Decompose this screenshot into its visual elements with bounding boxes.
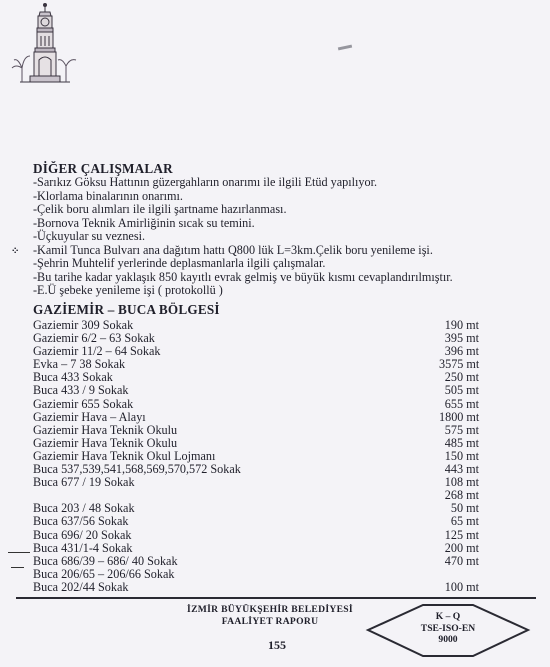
- street-name: Buca 433 / 9 Sokak: [33, 383, 129, 398]
- street-name: Buca 206/65 – 206/66 Sokak: [33, 566, 175, 581]
- pipe-length: 485 mt: [444, 435, 479, 450]
- pipe-length: 505 mt: [444, 383, 479, 398]
- table-row: [33, 542, 513, 555]
- pipe-length: 250 mt: [444, 370, 479, 385]
- street-name: Buca 202/44 Sokak: [33, 579, 129, 594]
- pipe-length: 396 mt: [444, 344, 479, 359]
- street-name: Buca 637/56 Sokak: [33, 514, 129, 529]
- footer-text: [150, 604, 390, 628]
- pipe-length: 190 mt: [444, 318, 479, 332]
- street-name: Gaziemir Hava Teknik Okulu: [33, 422, 178, 437]
- scan-mark: [338, 45, 352, 51]
- work-item: -Bornova Teknik Amirliğinin sıcak su temini.: [33, 215, 255, 230]
- street-name: Gaziemir Hava Teknik Okulu: [33, 435, 178, 450]
- work-item: -Klorlama binalarının onarımı.: [33, 188, 183, 203]
- cert-line-1: K – Q: [435, 611, 461, 622]
- street-name: Gaziemir 655 Sokak: [33, 396, 134, 411]
- street-name: Buca 696/ 20 Sokak: [33, 527, 132, 542]
- margin-dash: [8, 552, 30, 553]
- pipe-length: 443 mt: [444, 462, 479, 477]
- street-name: Gaziemir Hava – Alayı: [33, 409, 146, 424]
- clock-tower-logo: [10, 2, 80, 94]
- pipe-length: 50 mt: [450, 501, 479, 516]
- street-name: Buca 537,539,541,568,569,570,572 Sokak: [33, 462, 241, 477]
- pipe-length: 655 mt: [444, 396, 479, 411]
- works-list: [33, 176, 513, 298]
- pipe-length: 125 mt: [444, 527, 479, 542]
- cert-line-2: TSE-ISO-EN: [420, 622, 476, 634]
- table-row: [33, 529, 513, 542]
- table-row: [33, 384, 513, 397]
- works-title: DİĞER ÇALIŞMALAR: [33, 161, 173, 176]
- street-name: Buca 677 / 19 Sokak: [33, 475, 135, 490]
- table-row: [33, 437, 513, 450]
- cert-line-3: 9000: [438, 634, 458, 645]
- street-name: Gaziemir 11/2 – 64 Sokak: [33, 344, 161, 359]
- pipe-length: 3575 mt: [439, 357, 480, 372]
- page-number: 155: [268, 638, 286, 652]
- pipe-length: 268 mt: [444, 488, 479, 503]
- region-table: [33, 319, 513, 594]
- work-item: -E.Ü şebeke yenileme işi ( protokollü ): [33, 283, 223, 298]
- table-row: [33, 568, 513, 581]
- street-name: Gaziemir 309 Sokak: [33, 318, 134, 332]
- street-name: Gaziemir Hava Teknik Okul Lojmanı: [33, 448, 216, 463]
- pipe-length: 100 mt: [444, 579, 479, 594]
- work-item: -Kamil Tunca Bulvarı ana dağıtım hattı Q800 lük L=3km.Çelik boru yenileme işi.: [33, 242, 433, 257]
- table-row: [33, 515, 513, 528]
- pipe-length: 470 mt: [444, 553, 479, 568]
- footer-org: İZMİR BÜYÜKŞEHİR BELEDİYESİ: [187, 604, 353, 615]
- works-section: [11, 161, 513, 298]
- pipe-length: 575 mt: [444, 422, 479, 437]
- pipe-length: 395 mt: [444, 331, 479, 346]
- margin-mark: ⁘: [11, 246, 20, 257]
- work-item: -Sarıkız Göksu Hattının güzergahların onarımı ile ilgili Etüd yapılıyor.: [33, 175, 378, 189]
- street-name: Buca 203 / 48 Sokak: [33, 501, 135, 516]
- pipe-length: [439, 568, 479, 581]
- street-name: Buca 686/39 – 686/ 40 Sokak: [33, 553, 178, 568]
- table-row: [33, 398, 513, 411]
- pipe-length: 200 mt: [444, 540, 479, 555]
- work-item: -Çelik boru alımları ile ilgili şartname hazırlanması.: [33, 202, 287, 217]
- work-item: -Üçkuyular su veznesi.: [33, 229, 146, 244]
- certification-text: [392, 611, 504, 646]
- street-name: Buca 431/1-4 Sokak: [33, 540, 133, 555]
- pipe-length: 65 mt: [450, 514, 479, 529]
- pipe-length: 150 mt: [444, 448, 479, 463]
- table-row: [33, 411, 513, 424]
- pipe-length: 108 mt: [444, 475, 479, 490]
- table-row: [33, 424, 513, 437]
- street-name: Gaziemir 6/2 – 63 Sokak: [33, 331, 155, 346]
- footer-report: FAALİYET RAPORU: [221, 616, 319, 627]
- region-title: GAZİEMİR – BUCA BÖLGESİ: [33, 302, 220, 317]
- table-row: [33, 581, 513, 594]
- table-row: [33, 476, 513, 489]
- street-name: Evka – 7 38 Sokak: [33, 357, 126, 372]
- table-row: [33, 555, 513, 568]
- footer-rule: [16, 597, 536, 599]
- margin-dash: [11, 567, 24, 568]
- pipe-length: 1800 mt: [439, 409, 480, 424]
- region-section: [33, 302, 513, 594]
- work-item: -Şehrin Muhtelif yerlerinde deplasmanlarla ilgili çalışmalar.: [33, 256, 326, 271]
- work-item: -Bu tarihe kadar yaklaşık 850 kayıtlı evrak gelmiş ve büyük kısmı cevaplandırılmıştır.: [33, 269, 453, 284]
- street-name: Buca 433 Sokak: [33, 370, 113, 385]
